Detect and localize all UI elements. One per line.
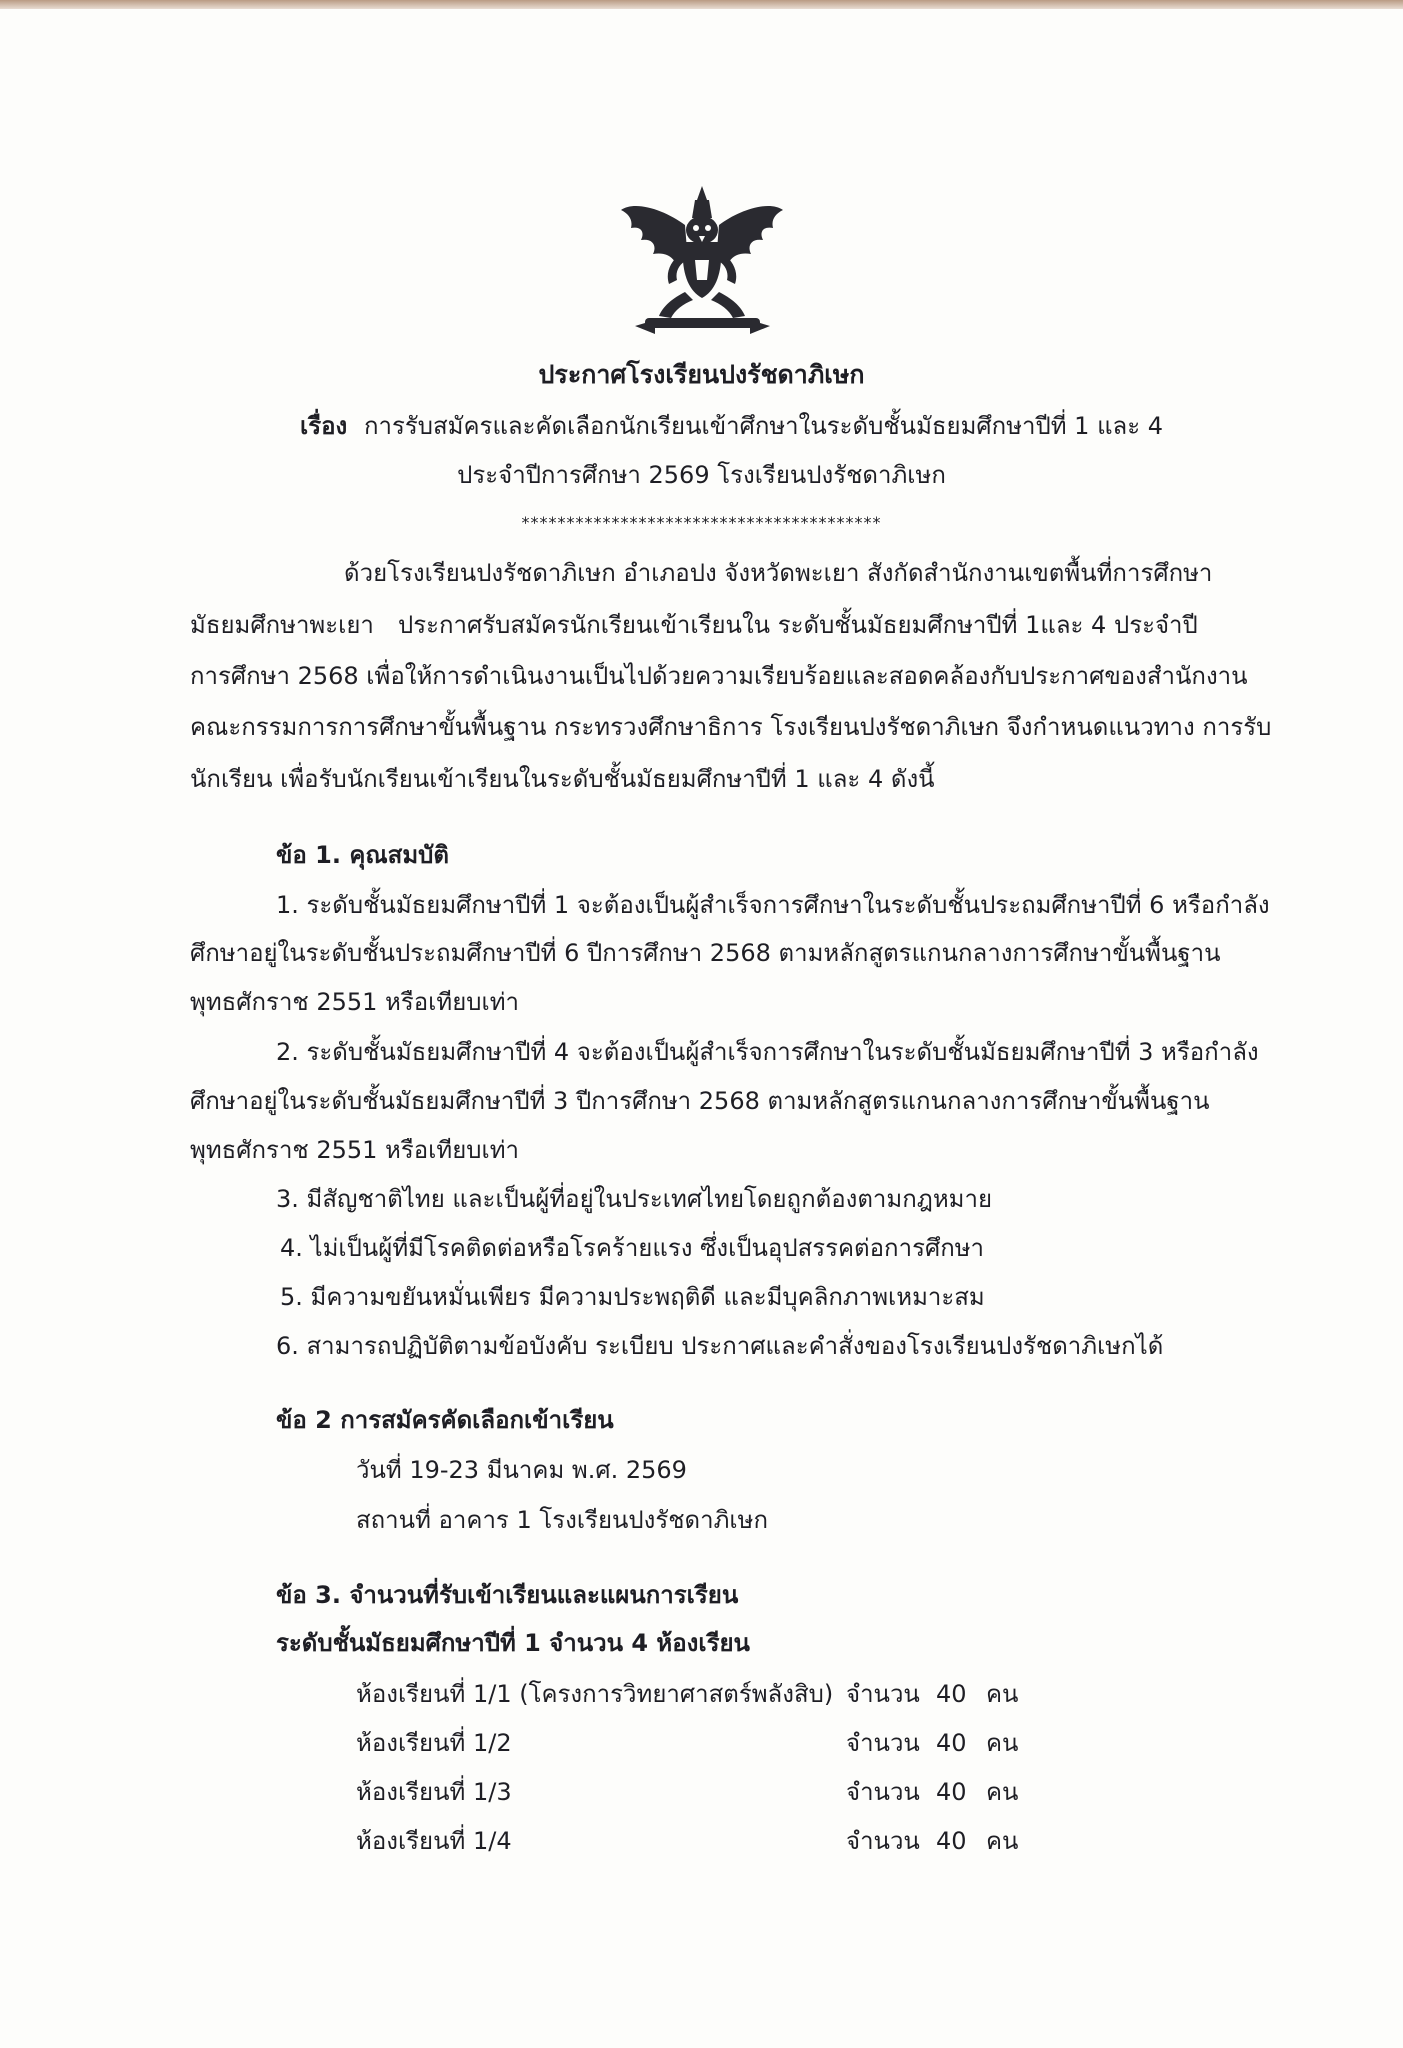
subject-line-1: การรับสมัครและคัดเลือกนักเรียนเข้าศึกษาในระดับชั้นมัธยมศึกษาปีที่ 1 และ 4: [364, 412, 1164, 440]
subject-line-2: ประจำปีการศึกษา 2569 โรงเรียนปงรัชดาภิเษก: [457, 461, 946, 489]
qualification-4: 4. ไม่เป็นผู้ที่มีโรคติดต่อหรือโรคร้ายแรง ซึ่งเป็นอุปสรรคต่อการศึกษา: [280, 1234, 985, 1262]
room-count-label: จำนวน: [846, 1778, 920, 1806]
intro-line-2a: มัธยมศึกษาพะเยา: [190, 611, 374, 639]
qualification-2-line-3: พุทธศักราช 2551 หรือเทียบเท่า: [190, 1136, 519, 1164]
room-name: ห้องเรียนที่ 1/2: [356, 1729, 512, 1757]
room-count-unit: คน: [986, 1729, 1019, 1757]
room-count-label: จำนวน: [846, 1729, 920, 1757]
qualification-3: 3. มีสัญชาติไทย และเป็นผู้ที่อยู่ในประเทศไทยโดยถูกต้องตามกฎหมาย: [276, 1185, 993, 1213]
room-name: ห้องเรียนที่ 1/1 (โครงการวิทยาศาสตร์พลังสิบ): [356, 1680, 834, 1708]
section-2-heading: ข้อ 2 การสมัครคัดเลือกเข้าเรียน: [276, 1406, 614, 1434]
m1-level-heading: ระดับชั้นมัธยมศึกษาปีที่ 1 จำนวน 4 ห้องเรียน: [276, 1629, 750, 1657]
application-place: สถานที่ อาคาร 1 โรงเรียนปงรัชดาภิเษก: [356, 1506, 768, 1534]
page-top-edge: [0, 0, 1403, 9]
qualification-1-line-1: 1. ระดับชั้นมัธยมศึกษาปีที่ 1 จะต้องเป็นผู้สำเร็จการศึกษาในระดับชั้นประถมศึกษาปีที่ 6 หรือกำลัง: [276, 891, 1270, 919]
room-count: 40: [936, 1827, 967, 1855]
header-divider: ****************************************: [521, 513, 882, 532]
qualification-5: 5. มีความขยันหมั่นเพียร มีความประพฤติดี และมีบุคลิกภาพเหมาะสม: [280, 1283, 985, 1311]
garuda-emblem-icon: [615, 180, 790, 338]
room-count-unit: คน: [986, 1778, 1019, 1806]
document-title: ประกาศโรงเรียนปงรัชดาภิเษก: [538, 360, 865, 389]
qualification-2-line-1: 2. ระดับชั้นมัธยมศึกษาปีที่ 4 จะต้องเป็นผู้สำเร็จการศึกษาในระดับชั้นมัธยมศึกษาปีที่ 3 หรือกำลัง: [276, 1038, 1259, 1066]
room-count-label: จำนวน: [846, 1680, 920, 1708]
qualification-2-line-2: ศึกษาอยู่ในระดับชั้นมัธยมศึกษาปีที่ 3 ปีการศึกษา 2568 ตามหลักสูตรแกนกลางการศึกษาขั้นพื้นฐาน: [190, 1087, 1210, 1115]
intro-line-4: คณะกรรมการการศึกษาขั้นพื้นฐาน กระทรวงศึกษาธิการ โรงเรียนปงรัชดาภิเษก จึงกำหนดแนวทาง การรับ: [190, 713, 1272, 741]
room-count-unit: คน: [986, 1680, 1019, 1708]
room-count-label: จำนวน: [846, 1827, 920, 1855]
room-name: ห้องเรียนที่ 1/3: [356, 1778, 512, 1806]
intro-line-2b: ประกาศรับสมัครนักเรียนเข้าเรียนใน ระดับชั้นมัธยมศึกษาปีที่ 1และ 4 ประจำปี: [398, 611, 1198, 639]
room-count: 40: [936, 1680, 967, 1708]
subject-label: เรื่อง: [300, 412, 348, 440]
room-count: 40: [936, 1778, 967, 1806]
room-name: ห้องเรียนที่ 1/4: [356, 1827, 512, 1855]
intro-line-3: การศึกษา 2568 เพื่อให้การดำเนินงานเป็นไปด้วยความเรียบร้อยและสอดคล้องกับประกาศของสำนักงาน: [190, 662, 1248, 690]
intro-line-5: นักเรียน เพื่อรับนักเรียนเข้าเรียนในระดับชั้นมัธยมศึกษาปีที่ 1 และ 4 ดังนี้: [190, 765, 935, 793]
application-date: วันที่ 19-23 มีนาคม พ.ศ. 2569: [356, 1456, 687, 1484]
section-1-heading: ข้อ 1. คุณสมบัติ: [276, 841, 449, 869]
qualification-1-line-3: พุทธศักราช 2551 หรือเทียบเท่า: [190, 988, 519, 1016]
section-3-heading: ข้อ 3. จำนวนที่รับเข้าเรียนและแผนการเรียน: [276, 1581, 739, 1609]
room-count: 40: [936, 1729, 967, 1757]
intro-line-1: ด้วยโรงเรียนปงรัชดาภิเษก อำเภอปง จังหวัดพะเยา สังกัดสำนักงานเขตพื้นที่การศึกษา: [344, 559, 1213, 587]
qualification-6: 6. สามารถปฏิบัติตามข้อบังคับ ระเบียบ ประกาศและคำสั่งของโรงเรียนปงรัชดาภิเษกได้: [276, 1332, 1164, 1360]
room-count-unit: คน: [986, 1827, 1019, 1855]
qualification-1-line-2: ศึกษาอยู่ในระดับชั้นประถมศึกษาปีที่ 6 ปีการศึกษา 2568 ตามหลักสูตรแกนกลางการศึกษาขั้นพื้นฐาน: [190, 939, 1221, 967]
